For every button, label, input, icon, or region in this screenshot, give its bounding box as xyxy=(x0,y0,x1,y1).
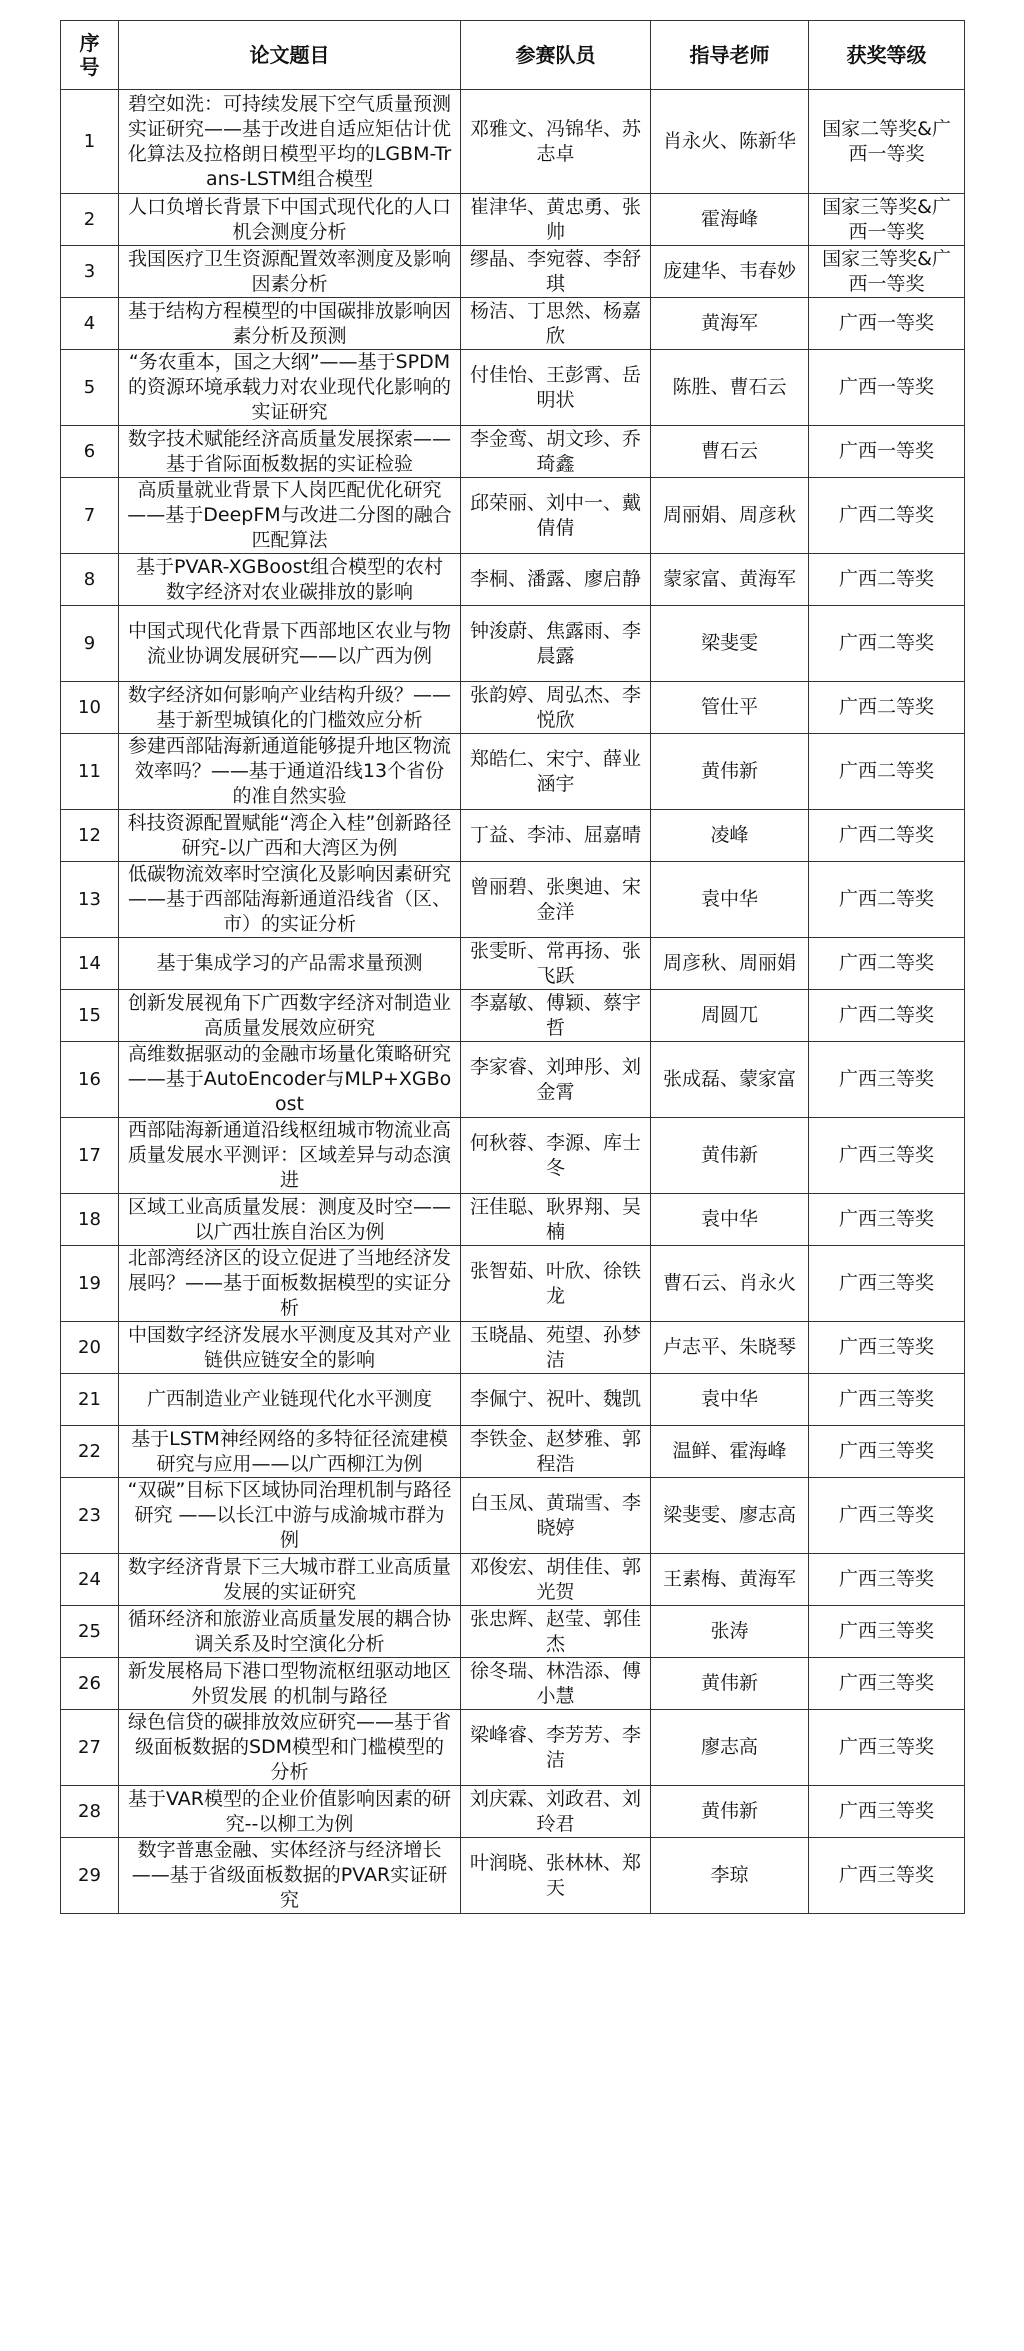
cell-award: 广西三等奖 xyxy=(809,1426,965,1478)
cell-title: 基于VAR模型的企业价值影响因素的研究--以柳工为例 xyxy=(119,1786,461,1838)
cell-team: 钟浚蔚、焦露雨、李晨露 xyxy=(461,606,651,682)
cell-no: 28 xyxy=(61,1786,119,1838)
cell-advisor: 黄伟新 xyxy=(651,734,809,810)
cell-team: 缪晶、李宛蓉、李舒琪 xyxy=(461,246,651,298)
cell-team: 汪佳聪、耿界翔、吴楠 xyxy=(461,1194,651,1246)
cell-no: 6 xyxy=(61,426,119,478)
cell-award: 广西三等奖 xyxy=(809,1710,965,1786)
cell-award: 国家二等奖&广西一等奖 xyxy=(809,90,965,194)
cell-title: 基于集成学习的产品需求量预测 xyxy=(119,938,461,990)
cell-award: 广西三等奖 xyxy=(809,1786,965,1838)
table-header xyxy=(61,21,965,90)
cell-award: 广西一等奖 xyxy=(809,350,965,426)
cell-title: 人口负增长背景下中国式现代化的人口机会测度分析 xyxy=(119,194,461,246)
cell-award: 广西三等奖 xyxy=(809,1838,965,1914)
cell-title: 循环经济和旅游业高质量发展的耦合协调关系及时空演化分析 xyxy=(119,1606,461,1658)
cell-title: 新发展格局下港口型物流枢纽驱动地区外贸发展 的机制与路径 xyxy=(119,1658,461,1710)
cell-team: 张韵婷、周弘杰、李悦欣 xyxy=(461,682,651,734)
cell-award: 广西一等奖 xyxy=(809,426,965,478)
cell-team: 曾丽碧、张奥迪、宋金洋 xyxy=(461,862,651,938)
table-row xyxy=(61,1658,965,1710)
cell-award: 广西三等奖 xyxy=(809,1554,965,1606)
cell-team: 李佩宁、祝叶、魏凯 xyxy=(461,1374,651,1426)
cell-no: 12 xyxy=(61,810,119,862)
cell-team: 邓雅文、冯锦华、苏志卓 xyxy=(461,90,651,194)
cell-title: 基于LSTM神经网络的多特征径流建模研究与应用——以广西柳江为例 xyxy=(119,1426,461,1478)
table-row xyxy=(61,1426,965,1478)
cell-team: 邓俊宏、胡佳佳、郭光贺 xyxy=(461,1554,651,1606)
cell-award: 广西三等奖 xyxy=(809,1118,965,1194)
cell-no: 23 xyxy=(61,1478,119,1554)
cell-title: 基于PVAR-XGBoost组合模型的农村数字经济对农业碳排放的影响 xyxy=(119,554,461,606)
cell-title: 北部湾经济区的设立促进了当地经济发展吗？——基于面板数据模型的实证分析 xyxy=(119,1246,461,1322)
cell-title: 高质量就业背景下人岗匹配优化研究 ——基于DeepFM与改进二分图的融合匹配算法 xyxy=(119,478,461,554)
table-row xyxy=(61,350,965,426)
cell-title: 数字经济如何影响产业结构升级？——基于新型城镇化的门槛效应分析 xyxy=(119,682,461,734)
cell-no: 13 xyxy=(61,862,119,938)
cell-advisor: 凌峰 xyxy=(651,810,809,862)
cell-advisor: 蒙家富、黄海军 xyxy=(651,554,809,606)
cell-award: 广西二等奖 xyxy=(809,734,965,810)
cell-team: 杨洁、丁思然、杨嘉欣 xyxy=(461,298,651,350)
cell-team: 李家睿、刘珅彤、刘金霄 xyxy=(461,1042,651,1118)
cell-team: 张智茹、叶欣、徐铁龙 xyxy=(461,1246,651,1322)
cell-award: 广西三等奖 xyxy=(809,1042,965,1118)
cell-title: 科技资源配置赋能“湾企入桂”创新路径研究-以广西和大湾区为例 xyxy=(119,810,461,862)
header-award: 获奖等级 xyxy=(809,21,965,90)
cell-team: 崔津华、黄忠勇、张帅 xyxy=(461,194,651,246)
table-row xyxy=(61,1554,965,1606)
cell-advisor: 梁斐雯、廖志高 xyxy=(651,1478,809,1554)
cell-title: 数字普惠金融、实体经济与经济增长——基于省级面板数据的PVAR实证研究 xyxy=(119,1838,461,1914)
cell-advisor: 周圆兀 xyxy=(651,990,809,1042)
cell-title: “双碳”目标下区域协同治理机制与路径研究 ——以长江中游与成渝城市群为例 xyxy=(119,1478,461,1554)
cell-team: 付佳怡、王彭霄、岳明状 xyxy=(461,350,651,426)
cell-team: 邱荣丽、刘中一、戴倩倩 xyxy=(461,478,651,554)
cell-no: 17 xyxy=(61,1118,119,1194)
cell-team: 张雯昕、常再扬、张飞跃 xyxy=(461,938,651,990)
cell-no: 8 xyxy=(61,554,119,606)
cell-title: 数字经济背景下三大城市群工业高质量发展的实证研究 xyxy=(119,1554,461,1606)
table-row xyxy=(61,734,965,810)
table-row xyxy=(61,1786,965,1838)
header-title: 论文题目 xyxy=(119,21,461,90)
cell-advisor: 张成磊、蒙家富 xyxy=(651,1042,809,1118)
cell-advisor: 廖志高 xyxy=(651,1710,809,1786)
cell-title: 创新发展视角下广西数字经济对制造业高质量发展效应研究 xyxy=(119,990,461,1042)
cell-award: 广西二等奖 xyxy=(809,862,965,938)
cell-award: 国家三等奖&广西一等奖 xyxy=(809,246,965,298)
cell-team: 何秋蓉、李源、库士冬 xyxy=(461,1118,651,1194)
cell-no: 10 xyxy=(61,682,119,734)
cell-title: 基于结构方程模型的中国碳排放影响因素分析及预测 xyxy=(119,298,461,350)
table-row xyxy=(61,554,965,606)
cell-no: 25 xyxy=(61,1606,119,1658)
cell-advisor: 卢志平、朱晓琴 xyxy=(651,1322,809,1374)
cell-team: 丁益、李沛、屈嘉晴 xyxy=(461,810,651,862)
cell-team: 郑皓仁、宋宁、薛业涵宇 xyxy=(461,734,651,810)
cell-advisor: 周彦秋、周丽娟 xyxy=(651,938,809,990)
cell-advisor: 张涛 xyxy=(651,1606,809,1658)
table-row xyxy=(61,990,965,1042)
cell-no: 15 xyxy=(61,990,119,1042)
cell-award: 广西二等奖 xyxy=(809,810,965,862)
cell-no: 29 xyxy=(61,1838,119,1914)
cell-team: 玉晓晶、苑望、孙梦洁 xyxy=(461,1322,651,1374)
table-row xyxy=(61,682,965,734)
cell-team: 刘庆霖、刘政君、刘玲君 xyxy=(461,1786,651,1838)
cell-title: 区域工业高质量发展：测度及时空——以广西壮族自治区为例 xyxy=(119,1194,461,1246)
cell-award: 广西三等奖 xyxy=(809,1246,965,1322)
cell-advisor: 黄伟新 xyxy=(651,1786,809,1838)
cell-team: 李金鸾、胡文珍、乔琦鑫 xyxy=(461,426,651,478)
cell-award: 广西二等奖 xyxy=(809,554,965,606)
cell-team: 叶润晓、张林林、郑天 xyxy=(461,1838,651,1914)
table-row xyxy=(61,1322,965,1374)
cell-team: 徐冬瑞、林浩添、傅小慧 xyxy=(461,1658,651,1710)
table-body xyxy=(61,90,965,1914)
cell-no: 11 xyxy=(61,734,119,810)
cell-title: 绿色信贷的碳排放效应研究——基于省级面板数据的SDM模型和门槛模型的分析 xyxy=(119,1710,461,1786)
table-row xyxy=(61,1478,965,1554)
table-row xyxy=(61,194,965,246)
cell-advisor: 王素梅、黄海军 xyxy=(651,1554,809,1606)
cell-award: 广西二等奖 xyxy=(809,938,965,990)
cell-advisor: 曹石云、肖永火 xyxy=(651,1246,809,1322)
award-table-container xyxy=(60,20,964,1914)
cell-no: 2 xyxy=(61,194,119,246)
award-table xyxy=(60,20,965,1914)
cell-award: 广西二等奖 xyxy=(809,682,965,734)
header-team: 参赛队员 xyxy=(461,21,651,90)
cell-no: 21 xyxy=(61,1374,119,1426)
table-row xyxy=(61,1194,965,1246)
cell-no: 24 xyxy=(61,1554,119,1606)
cell-team: 张忠辉、赵莹、郭佳杰 xyxy=(461,1606,651,1658)
cell-title: 碧空如洗：可持续发展下空气质量预测实证研究——基于改进自适应矩估计优化算法及拉格朗日模型平均的LGBM-Trans-LSTM组合模型 xyxy=(119,90,461,194)
cell-advisor: 黄伟新 xyxy=(651,1118,809,1194)
table-row xyxy=(61,1118,965,1194)
cell-no: 1 xyxy=(61,90,119,194)
cell-no: 26 xyxy=(61,1658,119,1710)
cell-no: 14 xyxy=(61,938,119,990)
cell-advisor: 袁中华 xyxy=(651,1374,809,1426)
cell-advisor: 袁中华 xyxy=(651,1194,809,1246)
cell-team: 梁峰睿、李芳芳、李洁 xyxy=(461,1710,651,1786)
table-row xyxy=(61,1838,965,1914)
cell-advisor: 管仕平 xyxy=(651,682,809,734)
cell-advisor: 肖永火、陈新华 xyxy=(651,90,809,194)
cell-advisor: 李琼 xyxy=(651,1838,809,1914)
cell-award: 广西二等奖 xyxy=(809,606,965,682)
cell-no: 19 xyxy=(61,1246,119,1322)
cell-title: 中国式现代化背景下西部地区农业与物流业协调发展研究——以广西为例 xyxy=(119,606,461,682)
cell-team: 李桐、潘露、廖启静 xyxy=(461,554,651,606)
cell-title: 我国医疗卫生资源配置效率测度及影响因素分析 xyxy=(119,246,461,298)
cell-no: 3 xyxy=(61,246,119,298)
cell-title: 广西制造业产业链现代化水平测度 xyxy=(119,1374,461,1426)
table-row xyxy=(61,246,965,298)
cell-title: 中国数字经济发展水平测度及其对产业链供应链安全的影响 xyxy=(119,1322,461,1374)
cell-team: 李铁金、赵梦雅、郭程浩 xyxy=(461,1426,651,1478)
cell-advisor: 黄海军 xyxy=(651,298,809,350)
cell-advisor: 袁中华 xyxy=(651,862,809,938)
cell-advisor: 黄伟新 xyxy=(651,1658,809,1710)
table-row xyxy=(61,1246,965,1322)
cell-award: 广西三等奖 xyxy=(809,1658,965,1710)
cell-title: 低碳物流效率时空演化及影响因素研究——基于西部陆海新通道沿线省（区、市）的实证分析 xyxy=(119,862,461,938)
cell-no: 5 xyxy=(61,350,119,426)
cell-no: 16 xyxy=(61,1042,119,1118)
table-row xyxy=(61,862,965,938)
cell-advisor: 梁斐雯 xyxy=(651,606,809,682)
cell-no: 7 xyxy=(61,478,119,554)
cell-no: 4 xyxy=(61,298,119,350)
header-no: 序号 xyxy=(61,21,119,90)
cell-award: 广西一等奖 xyxy=(809,298,965,350)
cell-advisor: 陈胜、曹石云 xyxy=(651,350,809,426)
header-advisor: 指导老师 xyxy=(651,21,809,90)
cell-title: “务农重本，国之大纲”——基于SPDM的资源环境承载力对农业现代化影响的实证研究 xyxy=(119,350,461,426)
cell-advisor: 曹石云 xyxy=(651,426,809,478)
cell-advisor: 庞建华、韦春妙 xyxy=(651,246,809,298)
cell-no: 20 xyxy=(61,1322,119,1374)
table-row xyxy=(61,90,965,194)
table-row xyxy=(61,1606,965,1658)
cell-award: 广西三等奖 xyxy=(809,1478,965,1554)
cell-no: 18 xyxy=(61,1194,119,1246)
cell-advisor: 霍海峰 xyxy=(651,194,809,246)
cell-title: 高维数据驱动的金融市场量化策略研究 ——基于AutoEncoder与MLP+XGBoost xyxy=(119,1042,461,1118)
table-row xyxy=(61,298,965,350)
table-row xyxy=(61,1710,965,1786)
cell-team: 白玉凤、黄瑞雪、李晓婷 xyxy=(461,1478,651,1554)
table-row xyxy=(61,1042,965,1118)
table-row xyxy=(61,810,965,862)
cell-no: 22 xyxy=(61,1426,119,1478)
cell-award: 广西三等奖 xyxy=(809,1606,965,1658)
table-row xyxy=(61,606,965,682)
cell-no: 9 xyxy=(61,606,119,682)
table-row xyxy=(61,938,965,990)
header-row xyxy=(61,21,965,90)
cell-award: 广西二等奖 xyxy=(809,478,965,554)
cell-title: 参建西部陆海新通道能够提升地区物流效率吗？——基于通道沿线13个省份的准自然实验 xyxy=(119,734,461,810)
cell-award: 广西三等奖 xyxy=(809,1194,965,1246)
cell-title: 西部陆海新通道沿线枢纽城市物流业高质量发展水平测评：区域差异与动态演进 xyxy=(119,1118,461,1194)
table-row xyxy=(61,478,965,554)
cell-advisor: 温鲜、霍海峰 xyxy=(651,1426,809,1478)
cell-advisor: 周丽娟、周彦秋 xyxy=(651,478,809,554)
table-row xyxy=(61,1374,965,1426)
cell-award: 广西三等奖 xyxy=(809,1322,965,1374)
cell-award: 广西三等奖 xyxy=(809,1374,965,1426)
cell-title: 数字技术赋能经济高质量发展探索——基于省际面板数据的实证检验 xyxy=(119,426,461,478)
cell-no: 27 xyxy=(61,1710,119,1786)
cell-team: 李嘉敏、傅颖、蔡宇哲 xyxy=(461,990,651,1042)
cell-award: 国家三等奖&广西一等奖 xyxy=(809,194,965,246)
table-row xyxy=(61,426,965,478)
cell-award: 广西二等奖 xyxy=(809,990,965,1042)
